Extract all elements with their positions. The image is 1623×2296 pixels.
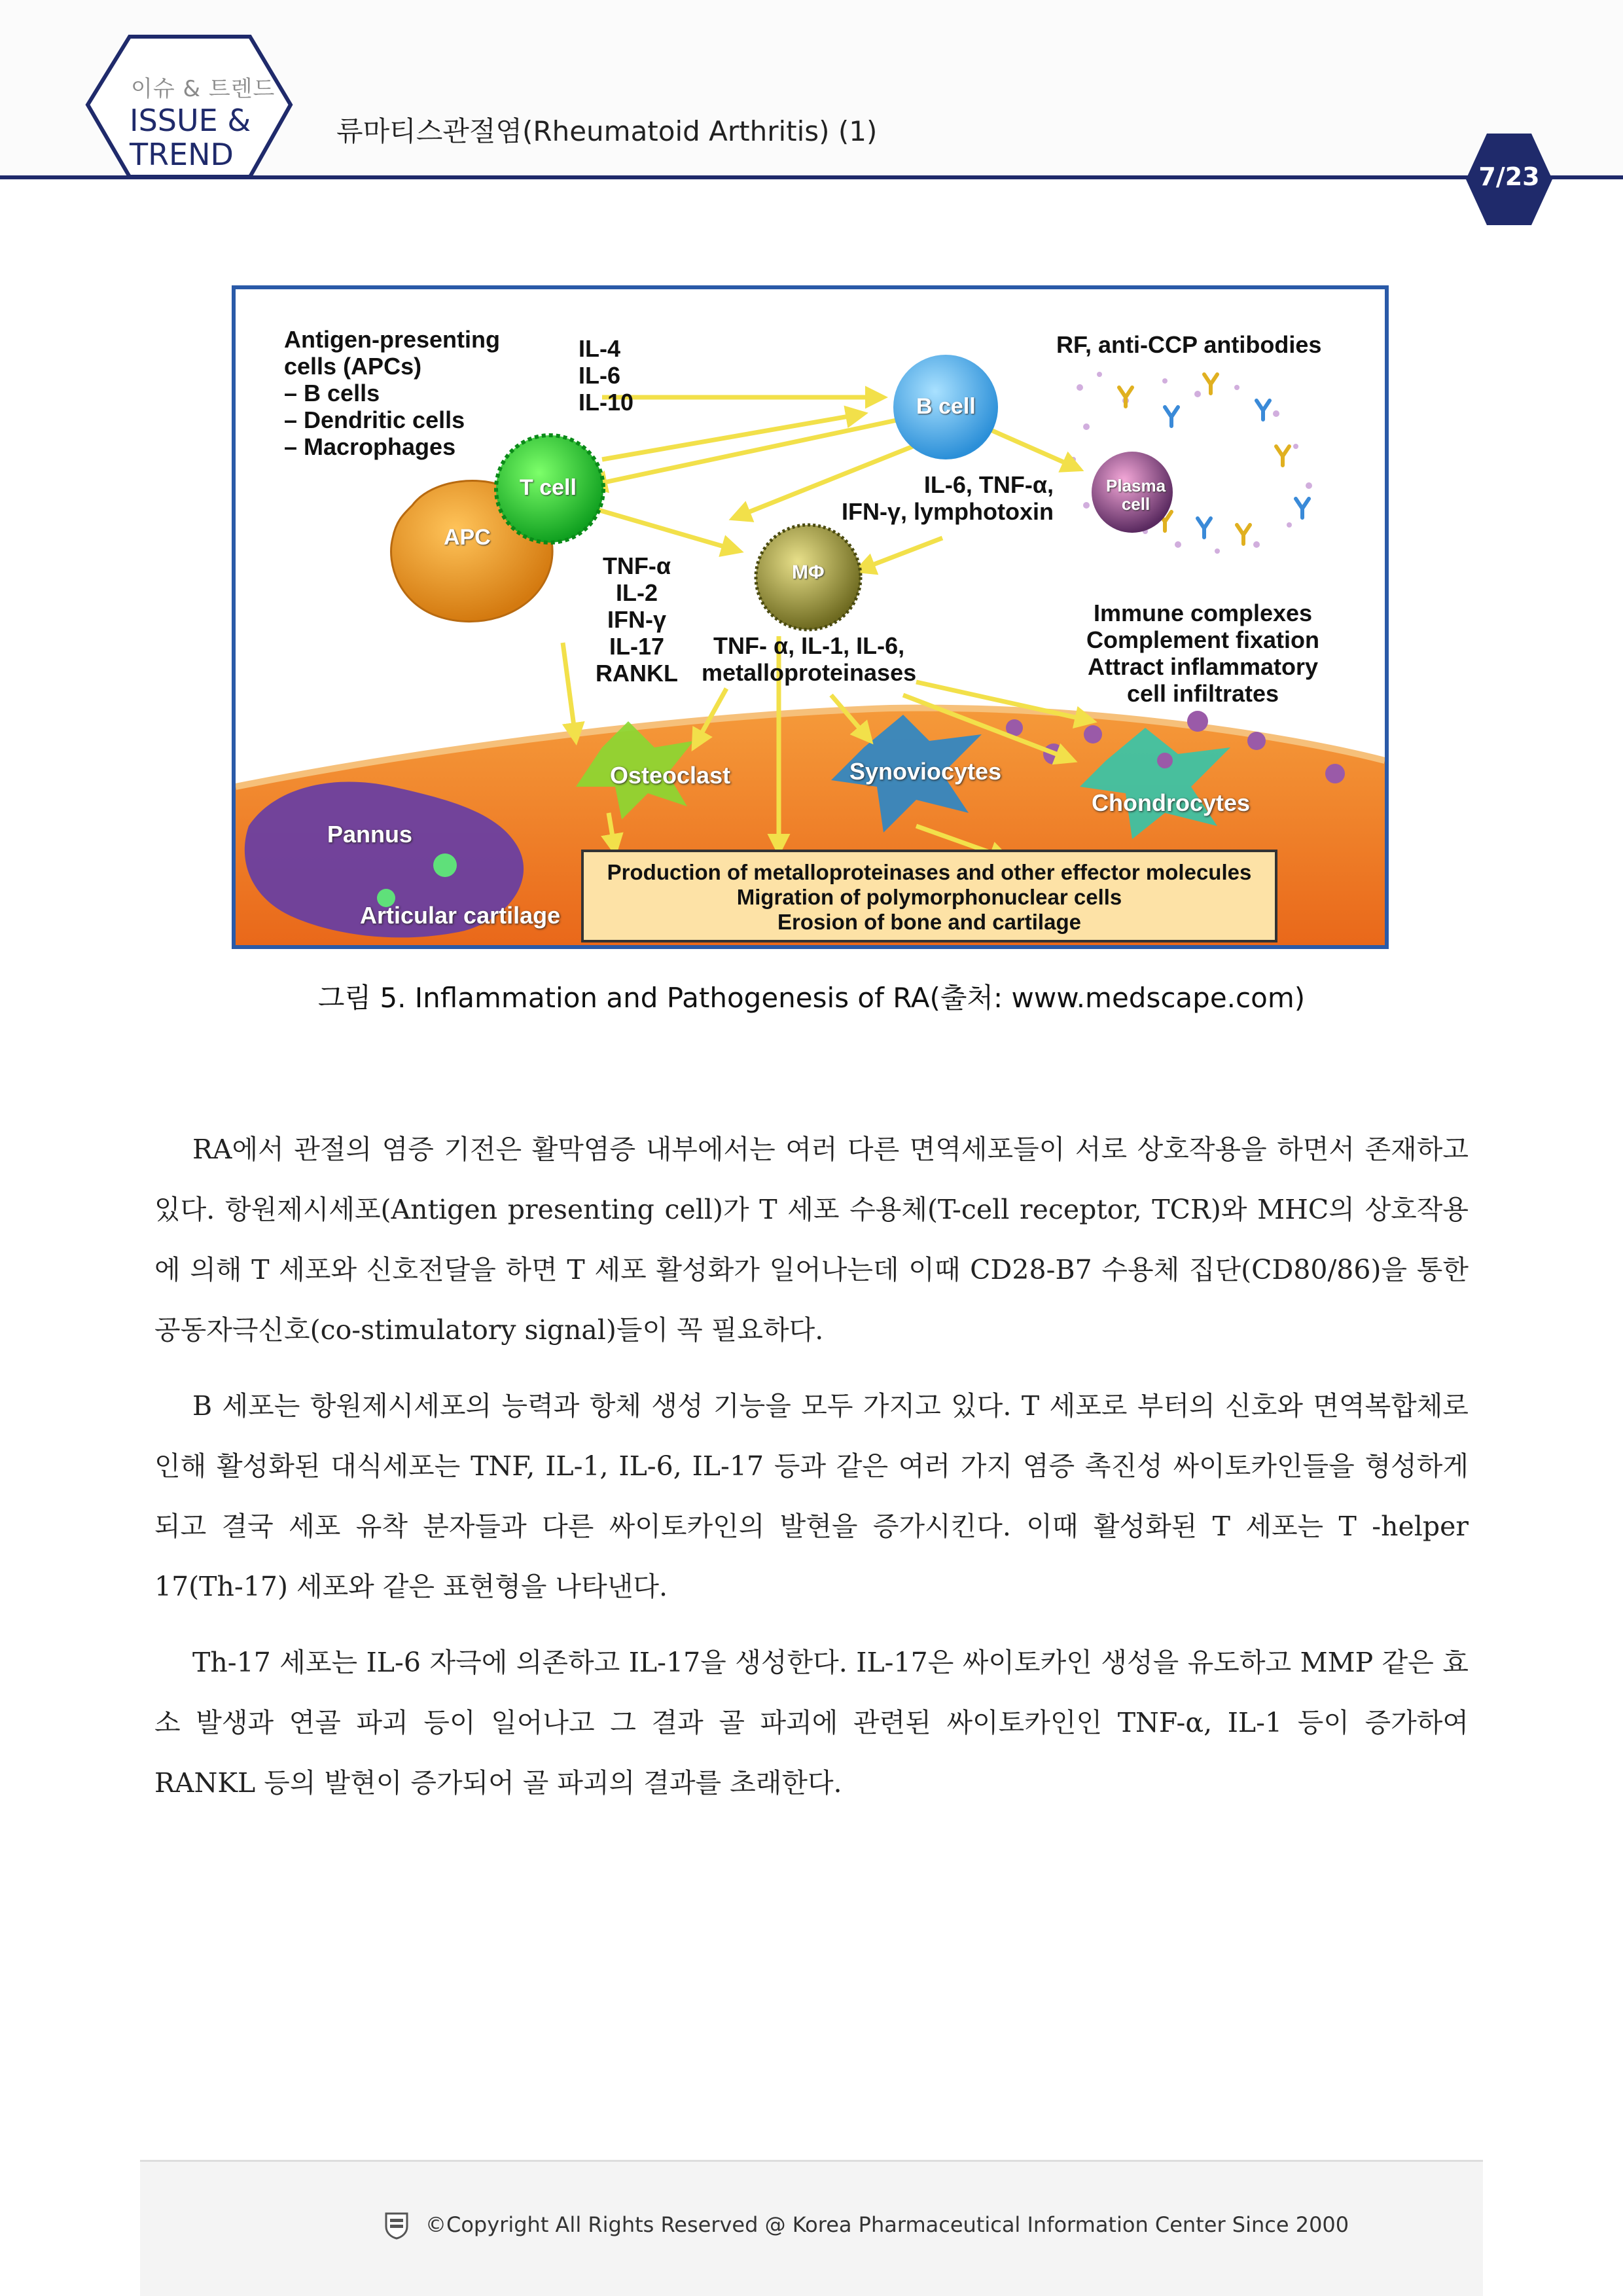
bcell-label: B cell [916,394,976,419]
outcome-line: Production of metalloproteinases and other effector molecules [607,860,1252,884]
osteoclast-label: Osteoclast [610,762,731,789]
macrophage-products: TNF- α, IL-1, IL-6, metalloproteinases [702,632,917,686]
footer-copyright: ©Copyright All Rights Reserved @ Korea Pharmaceutical Information Center Since 2000 [425,2212,1349,2237]
outcome-line: Erosion of bone and cartilage [777,910,1081,934]
page-number-badge [1465,131,1554,228]
section-label-issue: ISSUE & [130,103,251,138]
immune-effects: Immune complexes Complement fixation Attract inflammatory cell infiltrates [1086,600,1320,707]
tcell-cytokines: TNF-α IL-2 IFN-γ IL-17 RANKL [596,552,678,687]
outcome-box [581,850,1277,942]
plasma-cell-label: Plasma cell [1106,476,1166,514]
synoviocytes-label: Synoviocytes [849,758,1002,785]
header-title: 류마티스관절염(Rheumatoid Arthritis) (1) [336,115,878,147]
page-number: 7/23 [1478,162,1540,191]
apc-legend: Antigen-presenting cells (APCs) – B cells – Dendritic cells – Macrophages [284,326,500,460]
ra-pathogenesis-figure [232,285,1389,949]
figure-caption: 그림 5. Inflammation and Pathogenesis of RA(출처: www.medscape.com) [317,982,1306,1014]
apc-label: APC [444,525,491,550]
bcell-cytokines: IL-6, TNF-α, IFN-γ, lymphotoxin [842,471,1054,525]
paragraph-2: B 세포는 항원제시세포의 능력과 항체 생성 기능을 모두 가지고 있다. T 세포로 부터의 신호와 면역복합체로 인해 활성화된 대식세포는 TNF, IL-1, IL-6, IL-17 등과 같은 여러 가지 염증 촉진성 싸이토카인들을 형성하게 되고 결국 세포 유착 분자들과 다른 싸이토카인의 발현을 증가시킨다. 이때 활성화된 T 세포는 T -helper 17(Th-17) 세포와 같은 표현형을 나타낸다. [154,1390,1469,1602]
section-label-korean: 이슈 & 트렌드 [131,76,276,102]
section-label-trend: TREND [130,137,234,172]
shield-logo-icon [383,2211,410,2240]
pannus-label: Pannus [327,821,413,848]
tcell-label: T cell [520,475,577,500]
macrophage-label: MΦ [792,562,825,583]
chondrocytes-label: Chondrocytes [1092,789,1251,816]
outcome-line: Migration of polymorphonuclear cells [736,885,1122,909]
antibodies-label: RF, anti-CCP antibodies [1056,331,1322,358]
paragraph-3: Th-17 세포는 IL-6 자극에 의존하고 IL-17을 생성한다. IL-17은 싸이토카인 생성을 유도하고 MMP 같은 효소 발생과 연골 파괴 등이 일어나고 그 결과 골 파괴에 관련된 싸이토카인인 TNF-α, IL-1 등이 증가하여 RANKL 등의 발현이 증가되어 골 파괴의 결과를 초래한다. [154,1647,1469,1799]
paragraph-1: RA에서 관절의 염증 기전은 활막염증 내부에서는 여러 다른 면역세포들이 서로 상호작용을 하면서 존재하고 있다. 항원제시세포(Antigen presenting cell)가 T 세포 수용체(T-cell receptor, TCR)와 MHC의 상호작용에 의해 T 세포와 신호전달을 하면 T 세포 활성화가 일어나는데 이때 CD28-B7 수용체 집단(CD80/86)을 통한 공동자극신호(co-stimulatory signal)들이 꼭 필요하다. [154,1134,1469,1346]
tcell-to-bcell-cytokines: IL-4 IL-6 IL-10 [579,335,634,416]
articular-cartilage-label: Articular cartilage [360,902,561,929]
